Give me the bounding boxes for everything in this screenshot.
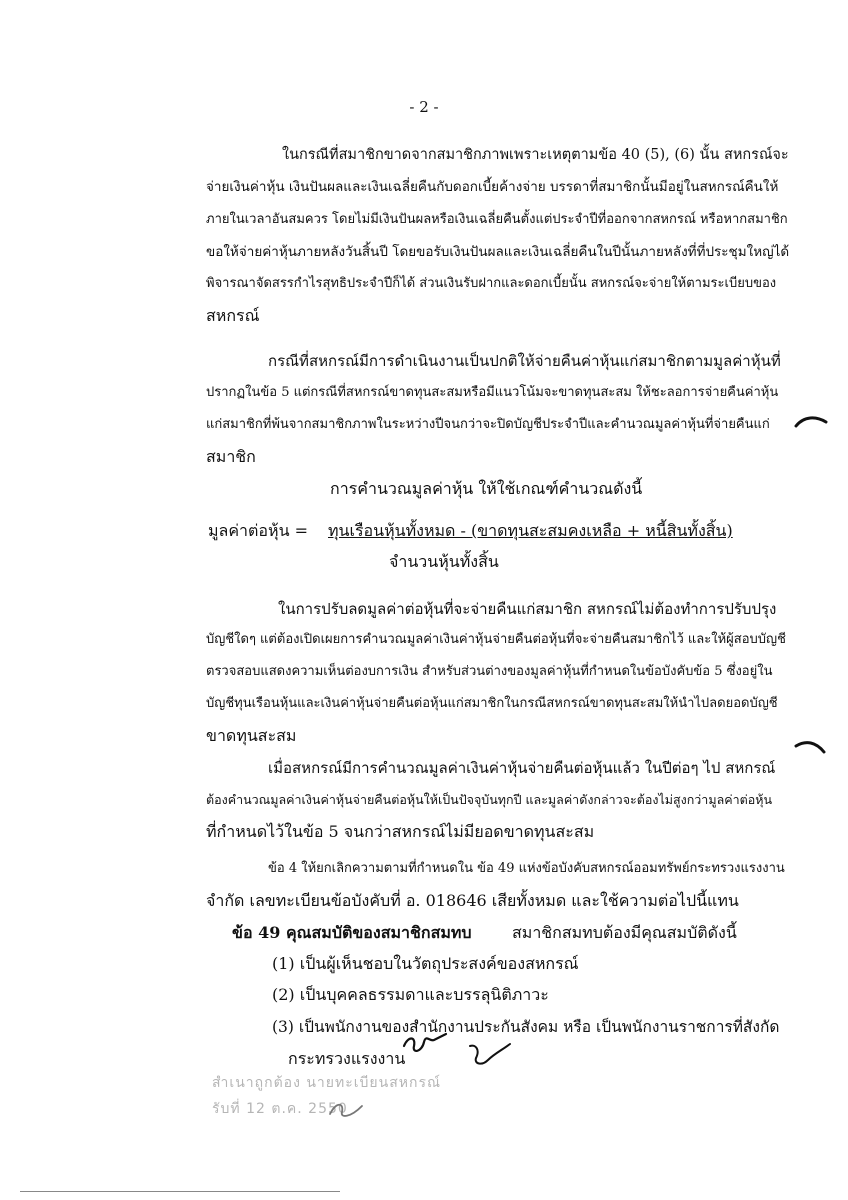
signature-mark-icon (466, 1040, 514, 1070)
clause49-item-3: (3) เป็นพนักงานของสำนักงานประกันสังคม หรือ เป็นพนักงานราชการที่สังกัด (272, 1018, 780, 1036)
clause49-item-1: (1) เป็นผู้เห็นชอบในวัตถุประสงค์ของสหกรณ์ (272, 954, 579, 973)
clause49-item-2: (2) เป็นบุคคลธรรมดาและบรรลุนิติภาวะ (272, 985, 549, 1004)
para2-line-1: กรณีที่สหกรณ์มีการดำเนินงานเป็นปกติให้จ่ายคืนค่าหุ้นแก่สมาชิกตามมูลค่าหุ้นที่ (268, 352, 781, 370)
page-number: - 2 - (409, 98, 439, 116)
para3-line-4: บัญชีทุนเรือนหุ้นและเงินค่าหุ้นจ่ายคืนต่อหุ้นแก่สมาชิกในกรณีสหกรณ์ขาดทุนสะสมให้นำไปลดยอดบัญชี (206, 696, 778, 711)
para3-line-2: บัญชีใดๆ แต่ต้องเปิดเผยการคำนวณมูลค่าเงินค่าหุ้นจ่ายคืนต่อหุ้นที่จะจ่ายคืนสมาชิกไว้ และให้ผู้สอบบัญชี (206, 632, 786, 647)
binding-mark-icon (794, 412, 828, 432)
certified-copy-stamp: สำเนาถูกต้อง นายทะเบียนสหกรณ์ (212, 1075, 441, 1091)
stamp-signature-icon (326, 1096, 366, 1122)
clause4-line-2: จำกัด เลขทะเบียนข้อบังคับที่ อ. 018646 เสียทั้งหมด และใช้ความต่อไปนี้แทน (206, 891, 739, 910)
para2-line-4: สมาชิก (206, 447, 256, 466)
para3-line-5: ขาดทุนสะสม (206, 726, 297, 745)
clause49-heading: ข้อ 49 คุณสมบัติของสมาชิกสมทบ (232, 923, 472, 942)
para1-line-4: ขอให้จ่ายค่าหุ้นภายหลังวันสิ้นปี โดยขอรับเงินปันผลและเงินเฉลี่ยคืนในปีนั้นภายหลังที่ที่ประชุมใหญ่ได้ (206, 244, 790, 260)
para4-line-1: เมื่อสหกรณ์มีการคำนวณมูลค่าเงินค่าหุ้นจ่ายคืนต่อหุ้นแล้ว ในปีต่อๆ ไป สหกรณ์ (268, 759, 776, 777)
clause49-item-3-continued: กระทรวงแรงงาน (288, 1049, 406, 1068)
para3-line-1: ในการปรับลดมูลค่าต่อหุ้นที่จะจ่ายคืนแก่สมาชิก สหกรณ์ไม่ต้องทำการปรับปรุง (278, 600, 777, 618)
formula-label: มูลค่าต่อหุ้น = (208, 521, 309, 540)
para1-line-6: สหกรณ์ (206, 306, 260, 325)
para1-line-5: พิจารณาจัดสรรกำไรสุทธิประจำปีก็ได้ ส่วนเงินรับฝากและดอกเบี้ยนั้น สหกรณ์จะจ่ายให้ตามระเบียบของ (206, 276, 777, 291)
para1-line-3: ภายในเวลาอันสมควร โดยไม่มีเงินปันผลหรือเงินเฉลี่ยคืนตั้งแต่ประจำปีที่ออกจากสหกรณ์ หรือหากสมาชิก (206, 212, 788, 227)
formula-intro: การคำนวณมูลค่าหุ้น ให้ใช้เกณฑ์คำนวณดังนี้ (330, 479, 643, 498)
clause49-intro: สมาชิกสมทบต้องมีคุณสมบัติดังนี้ (512, 923, 737, 942)
formula-numerator: ทุนเรือนหุ้นทั้งหมด - (ขาดทุนสะสมคงเหลือ + หนี้สินทั้งสิ้น) (328, 521, 733, 540)
clause4-line-1: ข้อ 4 ให้ยกเลิกความตามที่กำหนดใน ข้อ 49 แห่งข้อบังคับสหกรณ์ออมทรัพย์กระทรวงแรงงาน (268, 861, 785, 876)
para2-line-3: แก่สมาชิกที่พ้นจากสมาชิกภาพในระหว่างปีจนกว่าจะปิดบัญชีประจำปีและคำนวณมูลค่าหุ้นที่จ่ายคืนแก่ (206, 417, 770, 432)
para4-line-3: ที่กำหนดไว้ในข้อ 5 จนกว่าสหกรณ์ไม่มียอดขาดทุนสะสม (206, 822, 595, 841)
para2-line-2: ปรากฏในข้อ 5 แต่กรณีที่สหกรณ์ขาดทุนสะสมหรือมีแนวโน้มจะขาดทุนสะสม ให้ชะลอการจ่ายคืนค่าหุ้น (206, 385, 779, 400)
para4-line-2: ต้องคำนวณมูลค่าเงินค่าหุ้นจ่ายคืนต่อหุ้นให้เป็นปัจจุบันทุกปี และมูลค่าดังกล่าวจะต้องไม่สูงกว่ามูลค่าต่อหุ้น (206, 792, 773, 807)
bottom-divider (20, 1191, 340, 1192)
received-date-stamp: รับที่ 12 ต.ค. 2550 (212, 1101, 348, 1117)
para3-line-3: ตรวจสอบแสดงความเห็นต่องบการเงิน สำหรับส่วนต่างของมูลค่าหุ้นที่กำหนดในข้อบังคับข้อ 5 ซึ่งอยู่ใน (206, 664, 773, 679)
binding-mark-icon (794, 738, 828, 758)
para1-line-2: จ่ายเงินค่าหุ้น เงินปันผลและเงินเฉลี่ยคืนกับดอกเบี้ยค้างจ่าย บรรดาที่สมาชิกนั้นมีอยู่ในสหกรณ์คืนให้ (206, 179, 779, 195)
para1-line-1: ในกรณีที่สมาชิกขาดจากสมาชิกภาพเพราะเหตุตามข้อ 40 (5), (6) นั้น สหกรณ์จะ (282, 147, 789, 163)
handwritten-initial-icon (400, 1026, 450, 1058)
formula-denominator: จำนวนหุ้นทั้งสิ้น (389, 552, 499, 571)
